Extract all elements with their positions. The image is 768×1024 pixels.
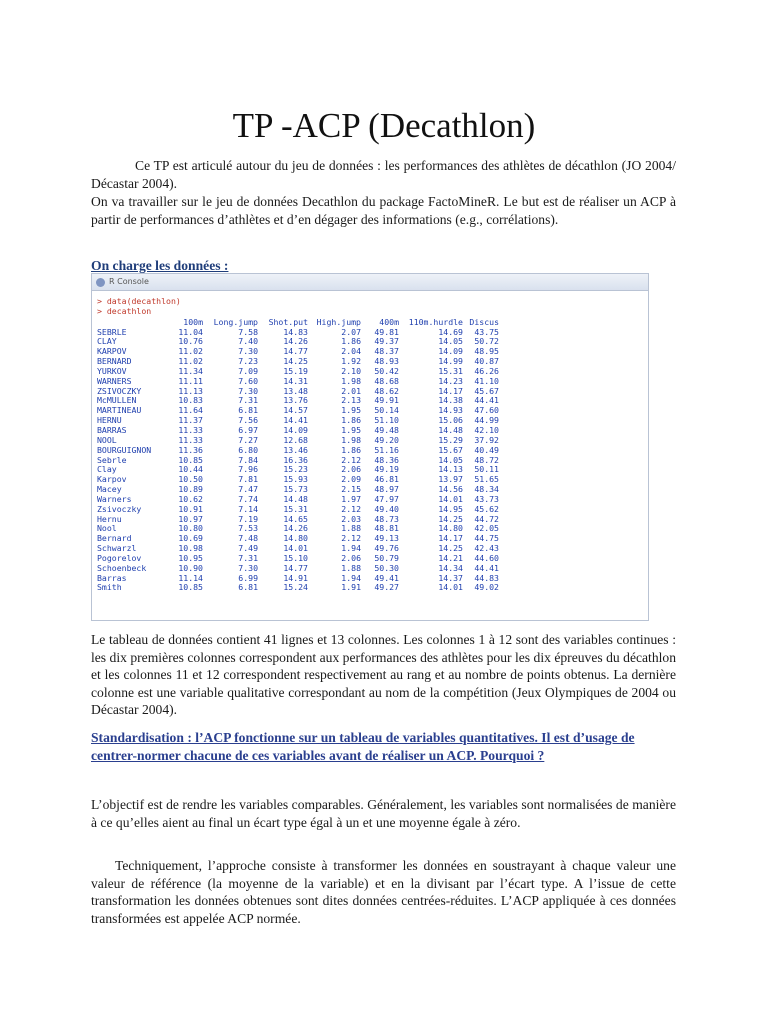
value-cell: 50.79 [374,552,399,563]
value-cell: 14.01 [438,582,463,593]
athlete-name-cell: McMULLEN [97,395,137,406]
value-cell: 11.34 [178,365,203,376]
athlete-name-cell: Clay [97,464,117,475]
value-cell: 49.27 [374,582,399,593]
value-cell: 44.41 [474,562,499,573]
value-cell: 50.14 [374,405,399,416]
column-header: 400m [379,316,399,327]
value-cell: 51.65 [474,474,499,485]
value-cell: 1.95 [341,424,361,435]
athlete-name-cell: Nool [97,523,117,534]
value-cell: 11.14 [178,572,203,583]
value-cell: 49.20 [374,434,399,445]
value-cell: 11.13 [178,385,203,396]
athlete-name-cell: Schwarzl [97,543,137,554]
value-cell: 14.09 [438,346,463,357]
value-cell: 14.57 [283,405,308,416]
value-cell: 10.50 [178,474,203,485]
value-cell: 14.56 [438,484,463,495]
value-cell: 14.01 [438,493,463,504]
value-cell: 51.10 [374,415,399,426]
value-cell: 48.97 [374,484,399,495]
intro-text-1: Ce TP est articulé autour du jeu de données : les performances des athlètes de décathlon (JO 2004/ Décastar 2004). [91,158,676,191]
value-cell: 45.62 [474,503,499,514]
value-cell: 15.67 [438,444,463,455]
value-cell: 44.83 [474,572,499,583]
athlete-name-cell: Smith [97,582,122,593]
value-cell: 11.02 [178,346,203,357]
value-cell: 14.25 [438,513,463,524]
value-cell: 14.23 [438,375,463,386]
value-cell: 14.01 [283,543,308,554]
value-cell: 48.72 [474,454,499,465]
value-cell: 7.09 [238,365,258,376]
value-cell: 14.80 [438,523,463,534]
value-cell: 49.41 [374,572,399,583]
value-cell: 7.60 [238,375,258,386]
value-cell: 11.36 [178,444,203,455]
value-cell: 1.97 [341,493,361,504]
value-cell: 48.93 [374,356,399,367]
value-cell: 10.44 [178,464,203,475]
value-cell: 49.91 [374,395,399,406]
value-cell: 2.13 [341,395,361,406]
value-cell: 40.87 [474,356,499,367]
value-cell: 7.30 [238,385,258,396]
value-cell: 7.31 [238,552,258,563]
value-cell: 43.75 [474,326,499,337]
value-cell: 7.31 [238,395,258,406]
value-cell: 11.04 [178,326,203,337]
value-cell: 50.72 [474,336,499,347]
value-cell: 45.67 [474,385,499,396]
value-cell: 44.72 [474,513,499,524]
value-cell: 7.23 [238,356,258,367]
value-cell: 7.96 [238,464,258,475]
value-cell: 1.98 [341,375,361,386]
value-cell: 15.31 [283,503,308,514]
value-cell: 15.24 [283,582,308,593]
value-cell: 47.60 [474,405,499,416]
value-cell: 14.77 [283,562,308,573]
value-cell: 7.53 [238,523,258,534]
value-cell: 7.84 [238,454,258,465]
console-title-bar [92,274,648,291]
decathlon-table [97,318,499,594]
value-cell: 7.27 [238,434,258,445]
value-cell: 15.73 [283,484,308,495]
value-cell: 37.92 [474,434,499,445]
page-title: TP -ACP (Decathlon) [232,106,536,145]
value-cell: 1.91 [341,582,361,593]
value-cell: 48.37 [374,346,399,357]
value-cell: 13.46 [283,444,308,455]
value-cell: 48.36 [374,454,399,465]
value-cell: 48.95 [474,346,499,357]
table-body [97,328,499,594]
value-cell: 14.05 [438,454,463,465]
athlete-name-cell: Pogorelov [97,552,142,563]
value-cell: 46.81 [374,474,399,485]
value-cell: 14.34 [438,562,463,573]
intro-paragraph-1 [91,157,676,192]
value-cell: 42.43 [474,543,499,554]
value-cell: 1.88 [341,523,361,534]
athlete-name-cell: BOURGUIGNON [97,444,152,455]
value-cell: 16.36 [283,454,308,465]
athlete-name-cell: NOOL [97,434,117,445]
value-cell: 2.09 [341,474,361,485]
athlete-name-cell: Sebrle [97,454,127,465]
value-cell: 14.25 [438,543,463,554]
standardisation-paragraph-2 [91,857,676,927]
value-cell: 15.29 [438,434,463,445]
athlete-name-cell: Macey [97,484,122,495]
value-cell: 1.86 [341,444,361,455]
value-cell: 11.33 [178,424,203,435]
athlete-name-cell: Hernu [97,513,122,524]
athlete-name-cell: HERNU [97,415,122,426]
athlete-name-cell: Warners [97,493,132,504]
value-cell: 13.76 [283,395,308,406]
value-cell: 1.86 [341,336,361,347]
value-cell: 48.62 [374,385,399,396]
value-cell: 6.81 [238,405,258,416]
value-cell: 2.12 [341,533,361,544]
value-cell: 10.69 [178,533,203,544]
value-cell: 6.80 [238,444,258,455]
value-cell: 10.97 [178,513,203,524]
value-cell: 2.06 [341,552,361,563]
value-cell: 14.38 [438,395,463,406]
value-cell: 49.76 [374,543,399,554]
value-cell: 2.06 [341,464,361,475]
value-cell: 13.48 [283,385,308,396]
value-cell: 1.98 [341,434,361,445]
athlete-name-cell: BERNARD [97,356,132,367]
value-cell: 49.40 [374,503,399,514]
value-cell: 50.11 [474,464,499,475]
value-cell: 48.68 [374,375,399,386]
value-cell: 10.62 [178,493,203,504]
athlete-name-cell: CLAY [97,336,117,347]
intro-paragraph-2: On va travailler sur le jeu de données Decathlon du package FactoMineR. Le but est de réaliser un ACP à partir de performances d’athlètes et d’en dégager des informations (e.g., corrélations). [91,194,676,227]
value-cell: 10.80 [178,523,203,534]
value-cell: 15.06 [438,415,463,426]
value-cell: 2.12 [341,503,361,514]
value-cell: 6.97 [238,424,258,435]
value-cell: 10.85 [178,454,203,465]
value-cell: 1.95 [341,405,361,416]
value-cell: 50.30 [374,562,399,573]
value-cell: 2.03 [341,513,361,524]
value-cell: 49.19 [374,464,399,475]
value-cell: 11.33 [178,434,203,445]
value-cell: 49.37 [374,336,399,347]
value-cell: 10.95 [178,552,203,563]
table-description-paragraph: Le tableau de données contient 41 lignes et 13 colonnes. Les colonnes 1 à 12 sont des variables continues : les dix premières colonnes correspondent aux performances des athlètes pour les dix épreuves du décathlon et les colonnes 11 et 12 correspondent respectivement au rang et au nombre de points obtenus. La dernière colonne est une variable qualitative correspondant au nom de la compétition (Jeux Olympiques de 2004 ou Décastar 2004). [91,632,676,718]
value-cell: 51.16 [374,444,399,455]
value-cell: 47.97 [374,493,399,504]
value-cell: 7.56 [238,415,258,426]
value-cell: 48.34 [474,484,499,495]
athlete-name-cell: Karpov [97,474,127,485]
value-cell: 6.81 [238,582,258,593]
value-cell: 7.14 [238,503,258,514]
value-cell: 14.65 [283,513,308,524]
value-cell: 1.94 [341,543,361,554]
value-cell: 11.11 [178,375,203,386]
athlete-name-cell: BARRAS [97,424,127,435]
value-cell: 7.58 [238,326,258,337]
r-logo-icon [96,278,105,287]
value-cell: 43.73 [474,493,499,504]
value-cell: 49.48 [374,424,399,435]
athlete-name-cell: YURKOV [97,365,127,376]
value-cell: 7.74 [238,493,258,504]
value-cell: 14.26 [283,523,308,534]
value-cell: 14.48 [438,424,463,435]
value-cell: 7.48 [238,533,258,544]
value-cell: 14.13 [438,464,463,475]
value-cell: 7.30 [238,562,258,573]
value-cell: 49.81 [374,326,399,337]
value-cell: 14.25 [283,356,308,367]
column-header: 110m.hurdle [408,316,463,327]
value-cell: 7.81 [238,474,258,485]
value-cell: 10.76 [178,336,203,347]
value-cell: 14.91 [283,572,308,583]
value-cell: 44.75 [474,533,499,544]
athlete-name-cell: Schoenbeck [97,562,147,573]
standardisation-heading: Standardisation : l’ACP fonctionne sur un tableau de variables quantitatives. Il est d’usage de centrer-normer chacune de ces variables avant de réaliser un ACP. Pourquoi ? [91,730,635,763]
value-cell: 14.80 [283,533,308,544]
value-cell: 14.69 [438,326,463,337]
value-cell: 7.30 [238,346,258,357]
value-cell: 40.49 [474,444,499,455]
value-cell: 15.10 [283,552,308,563]
value-cell: 2.12 [341,454,361,465]
value-cell: 1.94 [341,572,361,583]
value-cell: 2.07 [341,326,361,337]
athlete-name-cell: Bernard [97,533,132,544]
column-header: Long.jump [213,316,258,327]
value-cell: 14.95 [438,503,463,514]
value-cell: 13.97 [438,474,463,485]
value-cell: 10.91 [178,503,203,514]
column-header: Discus [469,316,499,327]
value-cell: 12.68 [283,434,308,445]
value-cell: 46.26 [474,365,499,376]
value-cell: 49.13 [374,533,399,544]
value-cell: 2.01 [341,385,361,396]
column-header: High.jump [316,316,361,327]
value-cell: 14.09 [283,424,308,435]
console-title: R Console [109,277,149,286]
r-console-screenshot [91,273,649,621]
athlete-name-cell: Zsivoczky [97,503,142,514]
value-cell: 2.10 [341,365,361,376]
athlete-name-cell: KARPOV [97,346,127,357]
value-cell: 11.37 [178,415,203,426]
value-cell: 7.47 [238,484,258,495]
standardisation-paragraph-1: L’objectif est de rendre les variables comparables. Généralement, les variables sont normalisées de manière à ce qu’elles aient au final un écart type égal à un et une moyenne égale à zéro. [91,797,676,830]
athlete-name-cell: WARNERS [97,375,132,386]
value-cell: 14.37 [438,572,463,583]
value-cell: 14.77 [283,346,308,357]
value-cell: 15.19 [283,365,308,376]
value-cell: 6.99 [238,572,258,583]
value-cell: 1.88 [341,562,361,573]
value-cell: 2.15 [341,484,361,495]
value-cell: 7.19 [238,513,258,524]
value-cell: 10.89 [178,484,203,495]
console-command: > decathlon [97,305,152,316]
value-cell: 14.93 [438,405,463,416]
value-cell: 14.31 [283,375,308,386]
value-cell: 14.48 [283,493,308,504]
value-cell: 14.17 [438,533,463,544]
value-cell: 10.85 [178,582,203,593]
value-cell: 10.83 [178,395,203,406]
value-cell: 11.64 [178,405,203,416]
value-cell: 15.31 [438,365,463,376]
table-row [97,583,499,593]
value-cell: 49.02 [474,582,499,593]
value-cell: 14.21 [438,552,463,563]
value-cell: 7.40 [238,336,258,347]
value-cell: 1.92 [341,356,361,367]
value-cell: 42.10 [474,424,499,435]
value-cell: 14.41 [283,415,308,426]
column-header: Shot.put [268,316,308,327]
value-cell: 2.04 [341,346,361,357]
value-cell: 1.86 [341,415,361,426]
value-cell: 10.90 [178,562,203,573]
value-cell: 14.99 [438,356,463,367]
value-cell: 14.05 [438,336,463,347]
value-cell: 14.17 [438,385,463,396]
value-cell: 14.83 [283,326,308,337]
console-command: > data(decathlon) [97,296,181,306]
athlete-name-cell: Barras [97,572,127,583]
value-cell: 48.81 [374,523,399,534]
standardisation-text-2: Techniquement, l’approche consiste à transformer les données en soustrayant à chaque valeur une valeur de référence (la moyenne de la variable) et en la divisant par l’écart type. A l’issue de cette transformation les données obtenues sont dites données centrées-réduites. L’ACP appliquée à ces données transformées est appelée ACP normée. [91,858,676,926]
value-cell: 48.73 [374,513,399,524]
value-cell: 44.99 [474,415,499,426]
value-cell: 44.41 [474,395,499,406]
value-cell: 11.02 [178,356,203,367]
value-cell: 15.23 [283,464,308,475]
value-cell: 44.60 [474,552,499,563]
athlete-name-cell: SEBRLE [97,326,127,337]
console-body [92,291,648,593]
load-data-heading: On charge les données : [91,258,229,273]
athlete-name-cell: ZSIVOCZKY [97,385,142,396]
value-cell: 50.42 [374,365,399,376]
value-cell: 41.10 [474,375,499,386]
value-cell: 14.26 [283,336,308,347]
athlete-name-cell: MARTINEAU [97,405,142,416]
column-header: 100m [183,316,203,327]
value-cell: 10.98 [178,543,203,554]
value-cell: 15.93 [283,474,308,485]
value-cell: 42.05 [474,523,499,534]
value-cell: 7.49 [238,543,258,554]
